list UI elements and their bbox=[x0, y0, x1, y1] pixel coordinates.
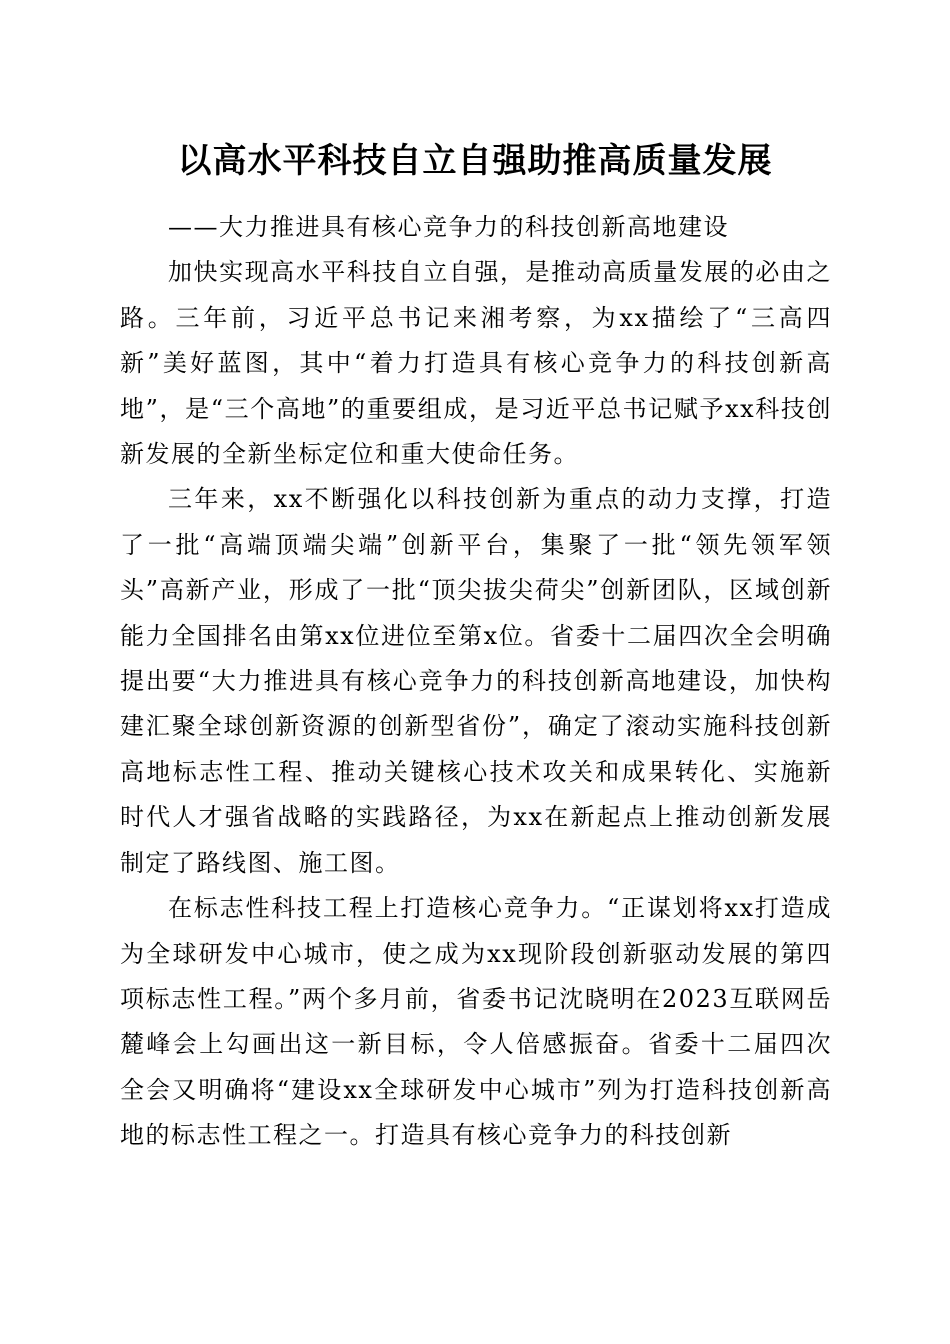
paragraph-1: 加快实现高水平科技自立自强，是推动高质量发展的必由之路。三年前，习近平总书记来湘考察，为xx描绘了“三高四新”美好蓝图，其中“着力打造具有核心竞争力的科技创新高地”，是“三个高地”的重要组成，是习近平总书记赋予xx科技创新发展的全新坐标定位和重大使命任务。 bbox=[120, 258, 832, 469]
document-subtitle: ——大力推进具有核心竞争力的科技创新高地建设 bbox=[168, 213, 729, 241]
paragraph-2: 三年来，xx不断强化以科技创新为重点的动力支撑，打造了一批“高端顶端尖端”创新平台，集聚了一批“领先领军领头”高新产业，形成了一批“顶尖拔尖荷尖”创新团队，区域创新能力全国排名由第xx位进位至第x位。省委十二届四次全会明确提出要“大力推进具有核心竞争力的科技创新高地建设，加快构建汇聚全球创新资源的创新型省份”，确定了滚动实施科技创新高地标志性工程、推动关键核心技术攻关和成果转化、实施新时代人才强省战略的实践路径，为xx在新起点上推动创新发展制定了路线图、施工图。 bbox=[120, 485, 832, 877]
document-body bbox=[120, 205, 832, 1159]
paragraph-3: 在标志性科技工程上打造核心竞争力。“正谋划将xx打造成为全球研发中心城市，使之成为xx现阶段创新驱动发展的第四项标志性工程。”两个多月前，省委书记沈晓明在2023互联网岳麓峰会上勾画出这一新目标，令人倍感振奋。省委十二届四次全会又明确将“建设xx全球研发中心城市”列为打造科技创新高地的标志性工程之一。打造具有核心竞争力的科技创新 bbox=[120, 894, 832, 1150]
document-title: 以高水平科技自立自强助推高质量发展 bbox=[177, 141, 773, 181]
